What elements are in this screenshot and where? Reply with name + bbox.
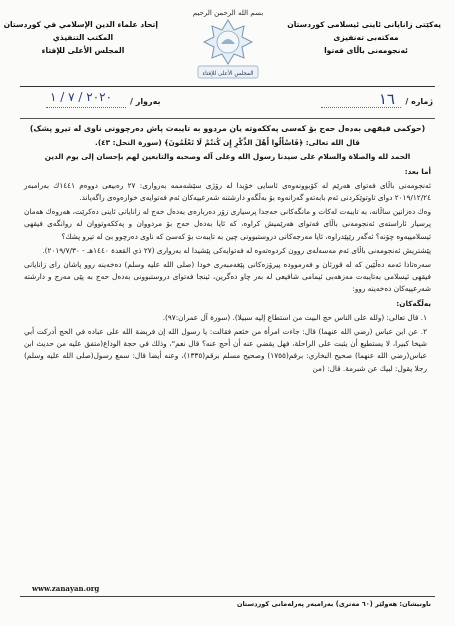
date-label: بەروار / xyxy=(130,97,161,106)
header-kurdish-line-3: ئەنجومەنی باڵای فەتوا xyxy=(324,46,408,55)
document-body xyxy=(24,123,431,377)
seal-banner-text: المجلس الأعلى للإفتاء xyxy=(202,71,254,77)
header-kurdish xyxy=(287,18,441,57)
praise-line: الحمد لله والصلاة والسلام على سيدنا رسول الله وعلى آله وصحبه والتابعين لهم بإحسان إلى يوم الدين xyxy=(44,152,411,162)
number-label: ژمارە / xyxy=(405,97,433,106)
header-arabic xyxy=(3,18,158,57)
footer-divider xyxy=(20,596,435,597)
reference-row xyxy=(22,92,433,114)
footer-address: ناونیشان: هەولێر (٦٠ مەتری) بەرامبەر پەرلەمانی کوردستان xyxy=(236,600,431,608)
header-arabic-line-2: المكتب التنفيذي xyxy=(52,33,114,42)
fatwa-title: (حوکمی فیقهی بەدەل حەج بۆ کەسی پەککەوتە یان مردوو بە تایبەت پاش دەرچوونی ناوی لە تیرو پشک) xyxy=(29,124,426,133)
header-arabic-line-1: إتحاد علماء الدين الإسلامي في كوردستان xyxy=(3,20,158,29)
quran-verse: قال الله تعالى: ﴿فَاسْأَلُوا أَهْلَ الذِّكْرِ إِن كُنتُمْ لَا تَعْلَمُونَ﴾ (سورة النحل: ٤٣). xyxy=(95,138,360,148)
date-dotted-line xyxy=(46,107,126,108)
evidence-item-1: ١. قال تعالى: (ولله على الناس حج البيت من استطاع إليه سبيلا). (سورة آل عمران:٩٧). xyxy=(162,312,427,322)
website-link[interactable]: www.zanayan.org xyxy=(32,584,100,593)
header-kurdish-line-1: یەکێتی زانایانی ئاینی ئیسلامی کوردستان xyxy=(287,20,441,29)
reference-divider xyxy=(20,118,435,119)
evidence-heading: بەڵگەکان: xyxy=(396,298,431,308)
paragraph-3: پێشتریش ئەنجومەنی باڵای ئەم مەسەلەی روون کردوەتەوە لە فەتوایەکی پێشیدا لە بەرواری (٢٧ ذي القعدة ١٤٤٠هـ - ٢٠١٩/٧/٣٠). xyxy=(42,245,431,255)
date-value: ٢٠٢٠ / ٧ / ١ xyxy=(50,90,113,104)
basmala-calligraphy: بسم الله الرحمن الرحيم xyxy=(192,9,264,17)
paragraph-2: وەك دەزانین ساڵانە، بە تایبەت لەکات و مانگەکانی حەجدا پرسیاری زۆر دەربارەی بەدەل حەج لە زانایانی ئاینی دەکرێت، هەروەك هەمان پرسیار ئاراستەی ئەنجومەنی باڵای فەتوای هەرێمیش کراوە، کە ئایا بەدەل حەج بۆ مردووان و پەککەوتووان لە روانگەی فیقهی ئیسلامییەوە چۆنە؟ ئەگەر رێپێدراوە، ئایا مەرجەکانی دروستبوونی چین بە تایبەت بۆ کەسێ کە ناوی دەرچوو بێ لە تیرو پشك؟ xyxy=(24,207,431,241)
paragraph-4: سەرەتادا ئەمە دەڵێین کە لە قورئان و فەرموودە پیرۆزەکانی پێغەمبەری خودا (صلى الله عليه وسلم) دەخەینە روو پاشان رای زانایانی فیقهی ئیسلامی بەتایبەت مەزهەبی ئیمامی شافیعی لە بەر چاو دەگرین، ئینجا فەتوای دروستبوونی بەدەل حەج بە پێی مەرج و دارشتە شەرعییەکان دەخەینە روو: xyxy=(24,260,431,294)
number-dotted-line xyxy=(321,107,401,108)
evidence-item-2: ٢. عن ابن عباس (رضي الله عنهما) قال: جاءت امرأة من خثعم فقالت: يا رسول الله إن فريضة الله على عباده في الحج أدركت أبي شيخا كبيرا، لا يستطيع أن يثبت على الراحلة، فهل يقضي عنه أن أحج عنه؟ قال نعم"، وذلك في حجة الوداع(متفق عليه من حديث ابن عباس(رضي الله عنهما) صحيح البخاري: برقم(١٧٥٥) وصحيح مسلم برقم(١٣٣٥)، وعنه أيضا قال: سمع رسول(صلى الله عليه وسلم) رجلا يقول: لبيك عن شبرمة. قال: (من xyxy=(24,327,428,373)
paragraph-1: ئەنجومەنی باڵای فەتوای هەرێم لە کۆبوونەوەی ئاسایی خۆیدا لە رۆژی سێشەممە بەرواری: ٢٧ رەبیعی دووەم ١٤٤١ك بەرامبەر ٢٠١٩/١٢/٢٤ دوای تاوتوێکردنی ئەم بابەتەو گەرانەوە بۆ بەڵگەو دارشتنە شەرعییەکان ئەم فەتوایەی خوارەوەی راگەیاند. xyxy=(24,180,432,203)
header-divider xyxy=(20,86,435,87)
amma-baad: أما بعد: xyxy=(404,166,431,176)
union-seal-logo xyxy=(176,6,280,84)
number-value: ١٦ xyxy=(378,90,395,108)
header-kurdish-line-2: مەکتەبی تەنفیزی xyxy=(333,33,399,42)
header-arabic-line-3: المجلس الأعلى للإفتاء xyxy=(41,46,125,55)
